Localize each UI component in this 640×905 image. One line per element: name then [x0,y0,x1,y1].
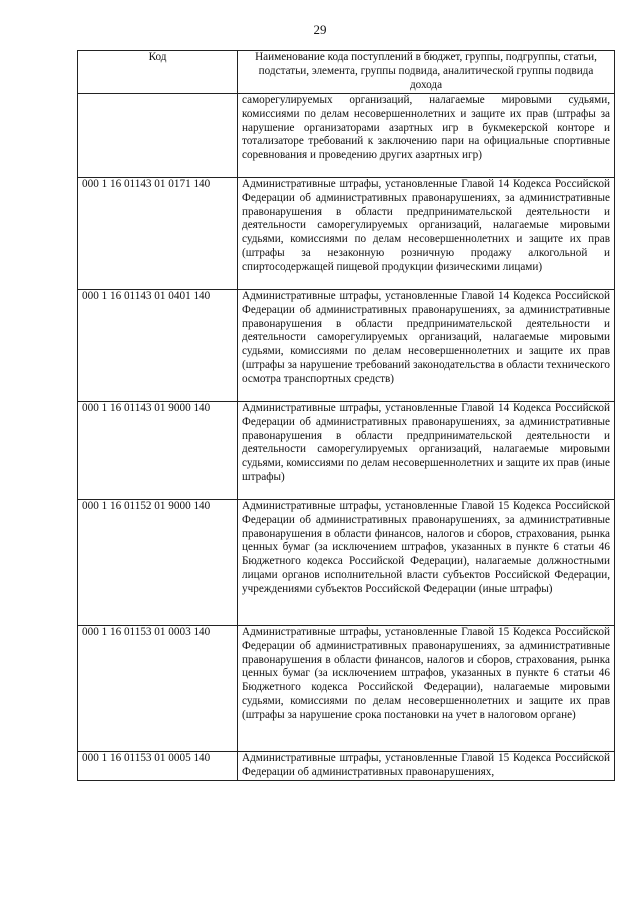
code-cell: 000 1 16 01153 01 0003 140 [78,625,238,751]
page-number: 29 [313,22,327,37]
table-row [78,93,615,177]
code-cell: 000 1 16 01152 01 9000 140 [78,499,238,625]
revenue-codes-table [77,50,615,781]
table-row [78,177,615,289]
table-row [78,625,615,751]
name-cell: Административные штрафы, установленные Главой 14 Кодекса Российской Федерации об административных правонарушениях, за административные правонарушения в области предпринимательской деятельности и деятельности саморегулируемых организаций, налагаемые мировыми судьями, комиссиями по делам несовершеннолетних и защите их прав (штрафы за нарушение требований законодательства в области технического осмотра транспортных средств) [238,289,615,401]
name-cell: Административные штрафы, установленные Главой 15 Кодекса Российской Федерации об административных правонарушениях, [238,751,615,780]
code-cell: 000 1 16 01143 01 0401 140 [78,289,238,401]
name-cell: Административные штрафы, установленные Главой 15 Кодекса Российской Федерации об административных правонарушениях, за административные правонарушения в области финансов, налогов и сборов, страхования, рынка ценных бумаг (за исключением штрафов, указанных в пункте 6 статьи 46 Бюджетного кодекса Российской Федерации), налагаемые мировыми судьями, комиссиями по делам несовершеннолетних и защите их прав (штрафы за нарушение срока постановки на учет в налоговом органе) [238,625,615,751]
code-cell: 000 1 16 01143 01 9000 140 [78,401,238,499]
name-cell: Административные штрафы, установленные Главой 14 Кодекса Российской Федерации об административных правонарушениях, за административные правонарушения в области предпринимательской деятельности и деятельности саморегулируемых организаций, налагаемые мировыми судьями, комиссиями по делам несовершеннолетних и защите их прав (штрафы за незаконную розничную продажу алкогольной и спиртосодержащей пищевой продукции физическими лицами) [238,177,615,289]
table-row [78,289,615,401]
table-row [78,499,615,625]
code-cell: 000 1 16 01143 01 0171 140 [78,177,238,289]
name-cell: саморегулируемых организаций, налагаемые мировыми судьями, комиссиями по делам несовершеннолетних и защите их прав (штрафы за нарушение организаторами азартных игр в букмекерской конторе и тотализаторе требований к заключению пари на официальные спортивные соревнования и проведению других азартных игр) [238,93,615,177]
code-cell [78,93,238,177]
name-column-header: Наименование кода поступлений в бюджет, группы, подгруппы, статьи, подстатьи, элемента, группы подвида, аналитической группы подвида дохода [238,51,615,94]
code-column-header: Код [78,51,238,94]
name-cell: Административные штрафы, установленные Главой 15 Кодекса Российской Федерации об административных правонарушениях, за административные правонарушения в области финансов, налогов и сборов, страхования, рынка ценных бумаг (за исключением штрафов, указанных в пункте 6 статьи 46 Бюджетного кодекса Российской Федерации), налагаемые должностными лицами органов исполнительной власти субъектов Российской Федерации, учреждениями субъектов Российской Федерации (иные штрафы) [238,499,615,625]
table-row [78,751,615,780]
table-header-row [78,51,615,94]
code-cell: 000 1 16 01153 01 0005 140 [78,751,238,780]
name-cell: Административные штрафы, установленные Главой 14 Кодекса Российской Федерации об административных правонарушениях, за административные правонарушения в области предпринимательской деятельности и деятельности саморегулируемых организаций, налагаемые мировыми судьями, комиссиями по делам несовершеннолетних и защите их прав (иные штрафы) [238,401,615,499]
table-row [78,401,615,499]
